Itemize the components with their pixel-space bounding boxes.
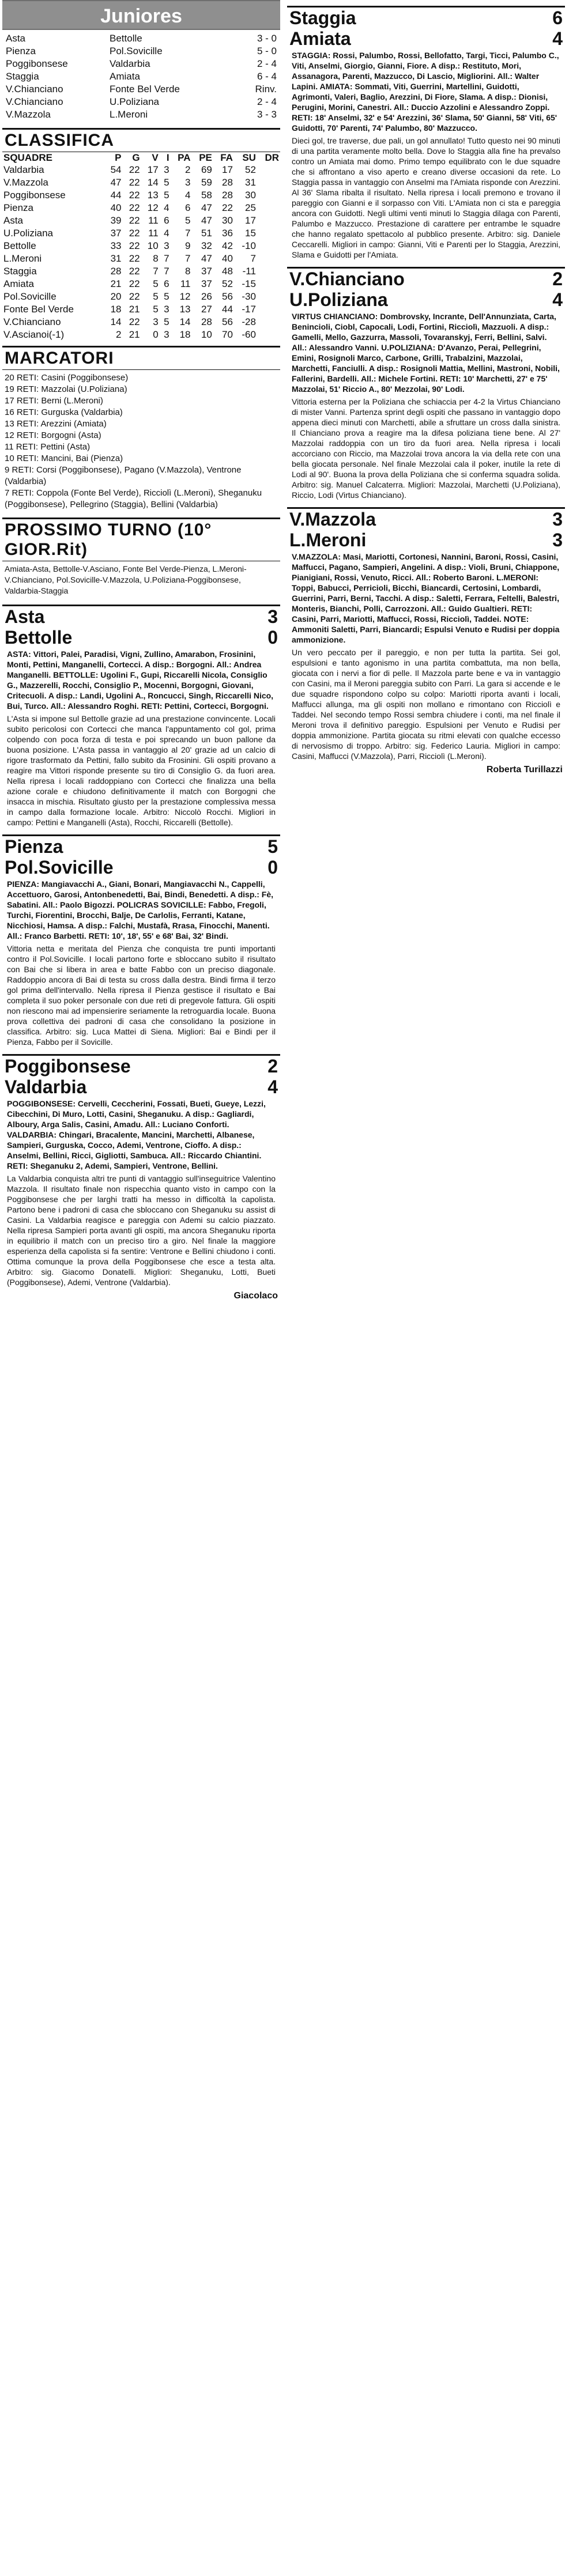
match-home-line (289, 7, 563, 28)
classifica-row (2, 202, 280, 214)
result-row (6, 96, 277, 108)
classifica-cell: 0 (153, 329, 159, 340)
classifica-cell: 3 (164, 164, 169, 175)
classifica-team: Valdarbia (3, 164, 44, 175)
classifica-cell: 17 (147, 164, 159, 175)
marcatore-line: 16 RETI: Gurguska (Valdarbia) (5, 407, 123, 417)
byline-right: Roberta Turillazzi (486, 765, 563, 775)
classifica-cell: 5 (164, 190, 169, 201)
result-away: Bettolle (110, 33, 142, 44)
classifica-cell: 47 (110, 177, 122, 188)
classifica-cell: 5 (153, 304, 159, 315)
classifica-cell: 22 (129, 228, 140, 239)
classifica-header: SQUADRE (3, 152, 53, 163)
classifica-row (2, 303, 280, 316)
classifica-cell: 28 (201, 316, 212, 327)
match-away-team: Amiata (289, 28, 351, 49)
classifica-cell: 7 (164, 266, 169, 277)
match-away-score: 0 (267, 627, 278, 648)
classifica-cell (257, 290, 280, 303)
classifica-cell: 4 (185, 190, 191, 201)
classifica-cell: 3 (164, 329, 169, 340)
result-row (6, 58, 277, 70)
match-away-team: Pol.Sovicille (5, 857, 114, 878)
classifica-cell: 11 (180, 278, 191, 289)
classifica-header: DR (265, 152, 279, 163)
classifica-cell: 3 (164, 304, 169, 315)
classifica-cell (257, 176, 280, 189)
result-away: Pol.Sovicille (110, 46, 163, 56)
classifica-row (2, 328, 280, 341)
classifica-team: Asta (3, 215, 24, 226)
classifica-cell: 22 (222, 202, 233, 213)
match-away-score: 4 (552, 28, 563, 49)
classifica-cell: -28 (242, 316, 256, 327)
marcatore-line: 7 RETI: Coppola (Fonte Bel Verde), Ricciolì (L.Meroni), Sheganuku (Poggibonsese), Pellegrino (Staggia), Bellini (Valdarbia) (5, 488, 262, 509)
classifica-header: G (132, 152, 140, 163)
classifica-header: I (166, 152, 169, 163)
match-away-score: 4 (267, 1077, 278, 1097)
match-home-score: 5 (267, 836, 278, 857)
match-home-team: Pienza (5, 836, 63, 857)
match-home-score: 3 (267, 606, 278, 627)
marcatore-line: 12 RETI: Borgogni (Asta) (5, 430, 101, 440)
section-title: Juniores (100, 5, 182, 27)
match-away-line (5, 1077, 278, 1097)
classifica-cell: 12 (147, 202, 159, 213)
classifica-team: Amiata (3, 278, 34, 289)
classifica-cell: 5 (164, 291, 169, 302)
classifica-cell: 11 (148, 215, 159, 226)
match-home-team: Asta (5, 606, 45, 627)
classifica-cell: -30 (242, 291, 256, 302)
classifica-cell: 51 (201, 228, 212, 239)
marcatore-line: 20 RETI: Casini (Poggibonsese) (5, 373, 129, 383)
match-report: Un vero peccato per il pareggio, e non per tutta la partita. Sei gol, espulsioni e tanto agonismo in una partita combattuta, ma non bella, giocata con i nervi a fior di pelle. Il Mazzola parte bene e va in vantaggio con Casini, ma il Meroni pareggia subito con Parri. La gara si accende e le due squadre rispondono colpo su colpo: Mariotti riporta avanti i locali, Maffucci allunga, ma gli ospiti non mollano e rimontano con Ricciolì e Taddei. Nel secondo tempo Rossi sembra chiudere i conti, ma nel finale il Meroni trova il definitivo pareggio. Espulsioni per Venuto e Rudisi per doppia ammonizione. Partita giocata su ritmi elevati con qualche eccesso di nervosismo di troppo. Arbitro: sig. Federico Lauria. Migliori in campo: Casini, Maffucci (V.Mazzola), Parri, Ricciolì (L.Meroni). (292, 648, 560, 761)
classifica-team: Pienza (3, 202, 33, 213)
result-home: Asta (6, 33, 26, 44)
classifica-cell (257, 303, 280, 316)
classifica-team: V.Chianciano (3, 316, 61, 327)
classifica-cell (257, 278, 280, 290)
classifica-cell: 54 (110, 164, 122, 175)
classifica-cell (257, 240, 280, 252)
match-away-team: U.Poliziana (289, 289, 388, 310)
classifica-cell: 18 (179, 329, 191, 340)
classifica-team: U.Poliziana (3, 228, 53, 239)
match-formations: STAGGIA: Rossi, Palumbo, Rossi, Bellofatto, Targi, Ticci, Palumbo C., Viti, Anselmi, Giorgio, Gianni, Fiore. A disp.: Restituto, Mori, Assanagora, Parenti, Mazzucco, Di Lascio, Migliorini. All.: Walter Lapini. AMIATA: Sommati, Viti, Guerrini, Martellini, Guidotti, Agrimonti, Valeri, Baglio, Arezzini, Di Fiore, Slama. A disp.: Dionisi, Perugini, Morini, Canestri. All.: Duccio Azzolini e Alessandro Zoppi. RETI: 18' Anselmi, 32' e 54' Arezzini, 36' Slama, 50' Gianni, 58' Viti, 65' Guidotti, 70' Parenti, 74' Palumbo, 80' Mazzucco. (292, 51, 559, 133)
classifica-cell: 22 (129, 316, 140, 327)
classifica-row (2, 176, 280, 189)
result-home: V.Chianciano (6, 96, 63, 107)
classifica-cell: 37 (201, 278, 212, 289)
results-list (2, 30, 280, 123)
classifica-cell: 13 (179, 304, 191, 315)
match-home-line (5, 836, 278, 857)
match-block (287, 507, 565, 762)
matches-left (2, 605, 280, 1289)
classifica-row (2, 265, 280, 278)
classifica-cell: 31 (245, 177, 256, 188)
classifica-cell: 5 (164, 177, 169, 188)
classifica-cell: 6 (164, 278, 169, 289)
match-home-score: 6 (552, 7, 563, 28)
classifica-team: Pol.Sovicille (3, 291, 56, 302)
match-home-team: V.Mazzola (289, 509, 376, 530)
classifica-row (2, 164, 280, 176)
match-formations: PIENZA: Mangiavacchi A., Giani, Bonari, Mangiavacchi N., Cappelli, Accettuoro, Garosi, Antonbenedetti, Bai, Bindi, Benedetti. A disp.: Fè, Sabatini. All.: Paolo Bigozzi. POLICRAS SOVICILLE: Fabbo, Fregoli, Turchi, Fiorentini, Brocchi, Balje, De Carlolis, Ferranti, Katane, Nicchiosi, Hamsa. A disp.: Falchi, Mustafà, Rrasa, Finocchi, Manenti. All.: Franco Barbetti. RETI: 10', 18', 55' e 68' Bai, 32' Bindi. (7, 879, 274, 940)
classifica-cell: 21 (110, 278, 122, 289)
match-report: Dieci gol, tre traverse, due pali, un gol annullato! Tutto questo nei 90 minuti di una partita veramente molto bella. Dove lo Staggia alla fine ha prevalso contro un Amiata mai domo. Primo tempo equilibrato con le due squadre che si affrontano a viso aperto e creano diverse occasioni da rete. Lo Staggia passa in vantaggio con Anselmi ma l'Amiata risponde con Arezzini. Al 36' Slama ribalta il risultato. Nella ripresa i locali premono e trovano il pareggio con Gianni e il sorpasso con Viti. L'Amiata non ci sta e pareggia ancora con Guidotti. Negli ultimi venti minuti lo Staggia dilaga con Parenti, Palumbo e Mazzucco. Prestazione di carattere per entrambe le squadre che hanno regalato spettacolo al pubblico presente. Arbitro: sig. Daniele Ceccarelli. Migliori in campo: Gianni, Viti e Parenti per lo Staggia, Arezzini, Slama e Guidotti per l'Amiata. (292, 136, 560, 259)
classifica-cell: 32 (201, 240, 212, 251)
classifica-cell: 22 (129, 253, 140, 264)
marcatore-line: 13 RETI: Arezzini (Amiata) (5, 419, 107, 429)
classifica-cell: 52 (222, 278, 233, 289)
classifica-cell: 7 (250, 253, 256, 264)
classifica-cell: 69 (201, 164, 212, 175)
classifica-row (2, 252, 280, 265)
classifica-cell: 5 (153, 278, 159, 289)
classifica-team: V.Mazzola (3, 177, 48, 188)
classifica-cell (257, 252, 280, 265)
match-formations: POGGIBONSESE: Cervelli, Ceccherini, Fossati, Bueti, Gueye, Lezzi, Cibecchini, Di Muro, Lotti, Casini, Sheganuku. A disp.: Gagliardi, Alboury, Arga Salis, Casini, Amadu. All.: Luciano Conforti. VALDARBIA: Chingari, Bracalente, Mancini, Marchetti, Albanese, Sampieri, Gurguska, Cocco, Ademi, Ventrone, Cioffo. A disp.: Anselmi, Bellini, Ricci, Gigliotti, Sambuca. All.: Riccardo Chiantini. RETI: Sheganuku 2, Ademi, Sampieri, Ventrone, Bellini. (7, 1099, 266, 1170)
matches-right (287, 6, 565, 762)
result-home: V.Mazzola (6, 109, 51, 120)
match-away-line (5, 857, 278, 878)
classifica-cell: 3 (153, 316, 159, 327)
match-home-score: 2 (552, 269, 563, 289)
classifica-cell: 14 (179, 316, 191, 327)
result-row (6, 108, 277, 121)
classifica-title: CLASSIFICA (2, 128, 280, 152)
classifica-cell: 22 (129, 177, 140, 188)
classifica-cell: -10 (242, 240, 256, 251)
classifica-cell: -17 (242, 304, 256, 315)
match-away-line (289, 289, 563, 310)
classifica-cell: 21 (129, 329, 140, 340)
classifica-cell: 25 (245, 202, 256, 213)
classifica-cell: 22 (129, 266, 140, 277)
classifica-cell: 30 (245, 190, 256, 201)
result-away: U.Poliziana (110, 96, 159, 107)
match-home-team: Staggia (289, 7, 356, 28)
classifica-cell: 47 (201, 202, 212, 213)
classifica-cell (257, 328, 280, 341)
classifica-cell: 36 (222, 228, 233, 239)
classifica-cell (257, 265, 280, 278)
result-home: Poggibonsese (6, 58, 68, 69)
result-score: 6 - 4 (257, 71, 277, 82)
match-away-team: Valdarbia (5, 1077, 87, 1097)
classifica-row (2, 290, 280, 303)
match-block (2, 605, 280, 829)
classifica-cell: 40 (110, 202, 122, 213)
classifica-cell: 28 (110, 266, 122, 277)
result-score: 2 - 4 (257, 96, 277, 107)
match-formations: VIRTUS CHIANCIANO: Dombrovsky, Incrante, Dell'Annunziata, Carta, Benincioli, Ciobl, Capocali, Lodi, Fortini, Ricciolì, Mazzuoli. A disp.: Gamelli, Mello, Gazzurra, Massoli, Tovaranskyj, Ferri, Bellini, Salvi. All.: Alessandro Vanni. U.POLIZIANA: D'Avanzo, Perai, Pellegrini, Emini, Rosignoli Marco, Carbone, Grilli, Trabalzini, Mazzolai, Marchetti, Fanciulli. A disp.: Rosignoli Mattia, Mellini, Mastroni, Nobili, Fallerini, Bardelli. All.: Michele Fortini. RETI: 10' Marchetti, 27' e 75' Mazzolai, 51' Riccio A., 80' Mezzolai, 90' Lodi. (292, 312, 560, 394)
section-header (2, 0, 280, 30)
classifica-cell: 21 (129, 304, 140, 315)
marcatore-line: 19 RETI: Mazzolai (U.Poliziana) (5, 384, 127, 394)
classifica-header: SU (242, 152, 256, 163)
classifica-cell: 70 (222, 329, 233, 340)
marcatore-line: 17 RETI: Berni (L.Meroni) (5, 396, 103, 406)
match-home-team: V.Chianciano (289, 269, 405, 289)
match-away-score: 0 (267, 857, 278, 878)
classifica-team: V.Ascianoi(-1) (3, 329, 65, 340)
byline-left: Giacolaco (233, 1291, 278, 1301)
classifica-header: V (152, 152, 159, 163)
match-home-team: Poggibonsese (5, 1056, 131, 1077)
classifica-cell: 22 (129, 278, 140, 289)
result-score: Rinv. (255, 84, 277, 95)
prossimo-text: Amiata-Asta, Bettolle-V.Asciano, Fonte Bel Verde-Pienza, L.Meroni-V.Chianciano, Pol.Sovicille-V.Mazzola, U.Poliziana-Poggibonsese, Valdarbia-Staggia (5, 564, 247, 595)
right-column (287, 0, 565, 777)
classifica-cell: 22 (129, 190, 140, 201)
match-report: Vittoria netta e meritata del Pienza che conquista tre punti importanti contro il Pol.Sovicille. I locali partono forte e sbloccano subito il risultato con Bai che si libera in area e batte Fabbo con un preciso diagonale. Raddoppio ancora di Bai di testa su cross dalla destra. Bindi firma il terzo gol prima dell'intervallo. Nella ripresa il Pienza gestisce il risultato e Bai completa il suo poker personale con due reti di pregevole fattura. Gli ospiti non riescono mai ad impensierire seriamente la retroguardia locale. Buona prova collettiva dei padroni di casa che consolidano la posizione in classifica. Arbitro: sig. Luca Mattei di Siena. Migliori: Bai e Bindi per il Pienza, Fabbo per il Sovicille. (7, 944, 276, 1047)
classifica-cell: 4 (164, 228, 169, 239)
classifica-cell: 11 (148, 228, 159, 239)
classifica-cell: 17 (222, 164, 233, 175)
match-away-team: L.Meroni (289, 530, 367, 550)
match-report: Vittoria esterna per la Poliziana che schiaccia per 4-2 la Virtus Chianciano di mister Vanni. Partenza sprint degli ospiti che passano in vantaggio dopo appena dieci minuti con Marchetti, abile a sfruttare un cross dalla sinistra. Il Chianciano prova a reagire ma la difesa poliziana tiene bene. Al 27' Mazzolai raddoppia con un tiro da fuori area. Nella ripresa i locali accorciano con Riccio, ma Mazzolai trova ancora la via della rete con una bella giocata personale. Nel finale Mezzolai cala il poker, inutile la rete di Lodi al 90'. Buona la prova della Poliziana che si conferma squadra solida. Arbitro: sig. Manuel Calcaterra. Migliori: Mazzolai, Marchetti (U.Poliziana), Riccio, Lodi (Virtus Chianciano). (292, 397, 560, 500)
classifica-cell: 39 (110, 215, 122, 226)
match-away-line (289, 28, 563, 49)
match-block (2, 1054, 280, 1289)
match-home-score: 3 (552, 509, 563, 530)
classifica-cell: 8 (185, 266, 191, 277)
match-formations: ASTA: Vittori, Palei, Paradisi, Vigni, Zullino, Amarabon, Frosinini, Monti, Pettini, Manganelli, Cortecci. A disp.: Borgogni. All.: Andrea Manganelli. BETTOLLE: Ugolini F., Gupi, Riccarelli Nicola, Consiglio G., Mazzerelli, Rocchi, Consiglio P., Mocenni, Borgogni, Giovani, Critecuoli. A disp.: Landi, Ugolini A., Roncucci, Singh, Riccarelli Nico, Bui, Turco. All.: Alessandro Roghi. RETI: Pettini, Cortecci, Borgogni. (7, 649, 274, 711)
match-report: L'Asta si impone sul Bettolle grazie ad una prestazione convincente. Locali subito pericolosi con Cortecci che manca l'appuntamento col gol, prima colpendo con poca forza di testa e poi sprecando un buon pallone da buona posizione. L'Asta passa in vantaggio al 20' grazie ad un calcio di rigore trasformato da Pettini, fallo subito da Frosinini. Gli ospiti provano a reagire ma Vittori risponde presente su tiro di Consiglio G. da fuori area. Nella ripresa i locali raddoppiano con Cortecci che finalizza una bella azione corale e chiudono definitivamente il match con Borgogni che insacca in mischia. Risultato giusto per la prestazione complessiva messa in campo dalla formazione locale. Arbitro: Niccolò Rocchi. Migliori in campo: Pettini e Manganelli (Asta), Rocchi, Riccarelli (Bettolle). (7, 714, 276, 827)
classifica-header: PE (199, 152, 212, 163)
classifica-cell: 42 (222, 240, 233, 251)
match-away-score: 4 (552, 289, 563, 310)
match-home-line (5, 1056, 278, 1077)
result-home: Pienza (6, 46, 36, 56)
classifica-team: Fonte Bel Verde (3, 304, 74, 315)
classifica-cell: 37 (110, 228, 122, 239)
classifica-cell: 7 (164, 253, 169, 264)
classifica-cell: 47 (201, 215, 212, 226)
classifica-cell: 5 (164, 316, 169, 327)
classifica-team: Bettolle (3, 240, 36, 251)
classifica-cell: 3 (164, 240, 169, 251)
classifica-row (2, 214, 280, 227)
classifica-cell: 22 (129, 164, 140, 175)
classifica-cell: 22 (129, 202, 140, 213)
match-home-score: 2 (267, 1056, 278, 1077)
result-away: Fonte Bel Verde (110, 84, 180, 95)
classifica-cell: 18 (110, 304, 122, 315)
match-home-line (289, 509, 563, 530)
match-report: La Valdarbia conquista altri tre punti di vantaggio sull'inseguitrice Valentino Mazzola. Il risultato finale non rispecchia quanto visto in campo con la Poggibonsese che per larghi tratti ha messo in difficoltà la capolista. Partono bene i padroni di casa che sbloccano con Sheganuku su assist di Casini. La Valdarbia reagisce e pareggia con Ademi su calcio piazzato. Nella ripresa Sampieri porta avanti gli ospiti, ma ancora Sheganuku riporta in equilibrio il match con un preciso tiro a giro. Nel finale la maggiore esperienza della capolista si fa sentire: Ventrone e Bellini chiudono i conti. Ottima comunque la prova della Poggibonsese che esce a testa alta. Arbitro: sig. Giacomo Donatelli. Migliori: Sheganuku, Lotti, Bueti (Poggibonsese), Ademi, Ventrone (Valdarbia). (7, 1174, 276, 1287)
classifica-cell: 10 (147, 240, 159, 251)
classifica-cell: 56 (222, 291, 233, 302)
classifica-team: L.Meroni (3, 253, 42, 264)
classifica-cell: 28 (222, 177, 233, 188)
classifica-team: Staggia (3, 266, 37, 277)
classifica-row (2, 227, 280, 240)
result-home: V.Chianciano (6, 84, 63, 95)
classifica-cell: 30 (222, 215, 233, 226)
classifica-cell: 6 (185, 202, 191, 213)
classifica-cell (257, 214, 280, 227)
classifica-table (2, 152, 280, 341)
classifica-cell: 26 (201, 291, 212, 302)
classifica-cell: 7 (153, 266, 159, 277)
classifica-cell: 6 (164, 215, 169, 226)
result-away: Amiata (110, 71, 140, 82)
classifica-cell: 59 (201, 177, 212, 188)
match-block (287, 267, 565, 501)
classifica-cell: 31 (110, 253, 122, 264)
classifica-cell: 33 (110, 240, 122, 251)
classifica-cell: 27 (201, 304, 212, 315)
classifica-cell: 56 (222, 316, 233, 327)
classifica-cell: 20 (110, 291, 122, 302)
classifica-cell: 52 (245, 164, 256, 175)
classifica-cell: 7 (185, 253, 191, 264)
result-row (6, 70, 277, 83)
classifica-cell: 4 (164, 202, 169, 213)
classifica-cell: 22 (129, 240, 140, 251)
classifica-cell: 48 (222, 266, 233, 277)
result-home: Staggia (6, 71, 39, 82)
classifica-cell: 10 (201, 329, 212, 340)
marcatori-title: MARCATORI (2, 346, 280, 370)
marcatore-line: 9 RETI: Corsi (Poggibonsese), Pagano (V.Mazzola), Ventrone (Valdarbia) (5, 465, 242, 486)
match-formations: V.MAZZOLA: Masi, Mariotti, Cortonesi, Nannini, Baroni, Rossi, Casini, Maffucci, Pagano, Sampieri, Angelini. A disp.: Violi, Bruni, Chiappone, Pianigiani, Rossi, Venuto, Ricci. All.: Roberto Baroni. L.MERONI: Toppi, Babucci, Perricioli, Bicchi, Biancardi, Certosini, Lombardi, Guerrini, Parri, Berni, Tacchi. A disp.: Saletti, Ferrara, Feltelli, Balestri, Monteris, Bianchi, Polli, Carrozzoni. All.: Guido Gualtieri. RETI: Casini, Parri, Mariotti, Maffucci, Rossi, Ricciolì, Taddei. NOTE: Ammoniti Saletti, Parri, Biancardi; Espulsi Venuto e Rudisi per doppia ammonizione. (292, 552, 560, 644)
result-score: 3 - 0 (257, 33, 277, 44)
classifica-cell: 28 (222, 190, 233, 201)
classifica-cell: 47 (201, 253, 212, 264)
result-score: 3 - 3 (257, 109, 277, 120)
marcatore-line: 11 RETI: Pettini (Asta) (5, 442, 91, 452)
classifica-row (2, 278, 280, 290)
classifica-cell: 44 (110, 190, 122, 201)
match-block (287, 6, 565, 261)
classifica-cell: 14 (110, 316, 122, 327)
classifica-cell: 37 (201, 266, 212, 277)
classifica-cell: 2 (116, 329, 122, 340)
classifica-cell: -60 (242, 329, 256, 340)
classifica-cell (257, 316, 280, 328)
classifica-cell (257, 164, 280, 176)
marcatore-line: 10 RETI: Mancini, Bai (Pienza) (5, 454, 123, 463)
match-away-team: Bettolle (5, 627, 73, 648)
classifica-cell: 44 (222, 304, 233, 315)
result-score: 2 - 4 (257, 58, 277, 69)
match-away-line (289, 530, 563, 550)
classifica-cell: 3 (185, 177, 191, 188)
classifica-cell: 7 (185, 228, 191, 239)
classifica-cell: -15 (242, 278, 256, 289)
classifica-cell: 2 (185, 164, 191, 175)
classifica-cell: 5 (185, 215, 191, 226)
result-away: L.Meroni (110, 109, 148, 120)
match-block (2, 834, 280, 1048)
classifica-header: P (115, 152, 122, 163)
prossimo-title: PROSSIMO TURNO (10° GIOR.Rit) (2, 518, 280, 561)
classifica-cell (257, 202, 280, 214)
classifica-header: FA (220, 152, 233, 163)
classifica-cell: 13 (147, 190, 159, 201)
result-away: Valdarbia (110, 58, 150, 69)
classifica-cell: 15 (245, 228, 256, 239)
classifica-cell: 17 (245, 215, 256, 226)
classifica-cell: 40 (222, 253, 233, 264)
classifica-cell: 5 (153, 291, 159, 302)
classifica-cell: -11 (242, 266, 256, 277)
result-score: 5 - 0 (257, 46, 277, 56)
marcatori-list (2, 370, 280, 513)
match-home-line (5, 606, 278, 627)
classifica-cell: 9 (185, 240, 191, 251)
classifica-row (2, 189, 280, 202)
classifica-cell: 58 (201, 190, 212, 201)
result-row (6, 83, 277, 96)
match-away-line (5, 627, 278, 648)
classifica-row (2, 240, 280, 252)
classifica-header: PA (178, 152, 191, 163)
classifica-cell: 8 (153, 253, 159, 264)
left-column (2, 0, 280, 1304)
classifica-team: Poggibonsese (3, 190, 66, 201)
classifica-cell (257, 227, 280, 240)
result-row (6, 32, 277, 45)
result-row (6, 45, 277, 58)
classifica-row (2, 316, 280, 328)
match-away-score: 3 (552, 530, 563, 550)
match-home-line (289, 269, 563, 289)
classifica-cell: 14 (147, 177, 159, 188)
classifica-cell (257, 189, 280, 202)
classifica-cell: 12 (179, 291, 191, 302)
classifica-cell: 22 (129, 215, 140, 226)
classifica-cell: 22 (129, 291, 140, 302)
